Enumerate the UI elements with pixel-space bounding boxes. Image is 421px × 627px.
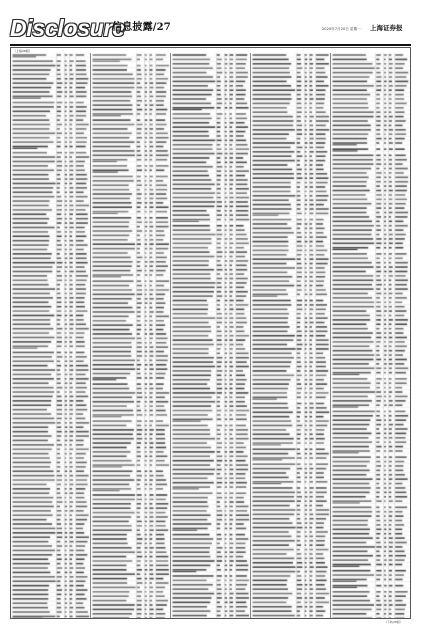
dense-table-rows (11, 53, 91, 618)
table-column (331, 53, 410, 618)
table-column (251, 53, 331, 618)
continuation-note: （上接26版） (13, 49, 32, 53)
dense-table-rows (251, 53, 331, 618)
dense-table-rows (331, 53, 410, 618)
continued-note: （下转28版） (384, 620, 403, 624)
masthead (0, 0, 421, 48)
header-rule (10, 44, 411, 46)
newspaper-logo: 上海证券报 (370, 24, 403, 32)
table-column (11, 53, 91, 618)
dense-table-rows (91, 53, 171, 618)
issue-date: 2020年7月20日 星期一 (322, 27, 361, 31)
section-title: 信息披露/27 (112, 22, 171, 33)
table-column (171, 53, 251, 618)
disclosure-table (10, 47, 411, 619)
dense-table-rows (171, 53, 251, 618)
table-columns (11, 53, 410, 618)
table-column (91, 53, 171, 618)
brand-wordmark: Disclosure (10, 15, 125, 41)
